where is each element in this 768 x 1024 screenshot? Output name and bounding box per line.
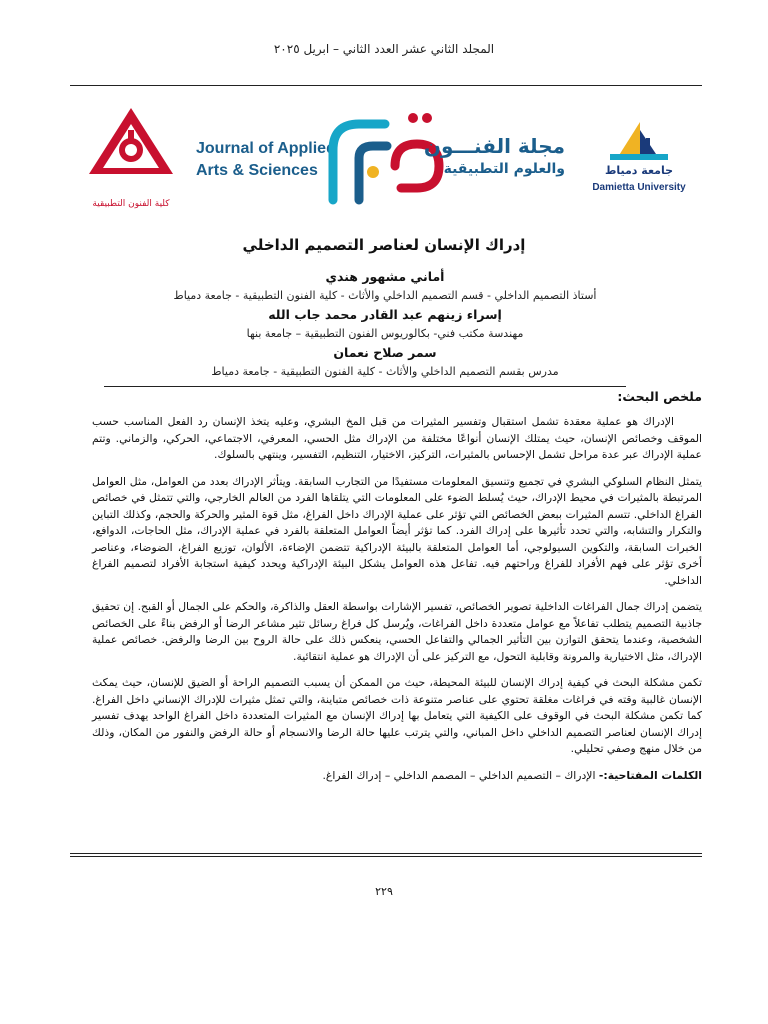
- journal-arabic-title-line2: والعلوم التطبيقية: [443, 161, 565, 177]
- journal-banner: [75, 96, 695, 214]
- running-head: المجلد الثاني عشر العدد الثاني – ابريل ٢٠٢٥: [273, 42, 495, 56]
- abstract-section: [92, 388, 702, 784]
- abstract-paragraph: يتمثل النظام السلوكي البشري في تجميع وتنسيق المعلومات مستفيدًا من التجارب السابقة. ويتأثر الإدراك بعدد من العوامل، مثل العوامل المرتبطة بالمثيرات في محيط الإدراك، حيث يُسلط الضوء على المعلومات التي يتلقاها الفرد من العالم الخارجي، والتي تتمثل في خصائص الفراغ الداخلي. تتسم المثيرات ببعض الخصائص التي تؤثر على عملية الإدراك داخل الفراغ، مثل قوة المثير والحركة والحجم، وكذلك التباين والتكرار والتشابه، والتي تحدد تأثيرها على إدراك الفرد. كما تؤثر أيضاً العوامل المتعلقة بالفرد في عملية الإدراك، مثل الحاجات، الدوافع، الخبرات السابقة، والتكوين السيولوجي، أما العوامل المتعلقة بالبيئة الإدراكية تتضمن الإضاءة، الألوان، توزيع الفراغ، الضوضاء، وعناصر أخرى تؤثر على فهم الأفراد للفراغ وراحتهم فيه. تفاعل هذه العوامل يشكل البيئة الإدراكية ويحدد كيفية استجابة الأفراد لتصميم الفراغ الداخلي.: [92, 474, 702, 587]
- journal-arabic-title-line1: مجلة الفنـــون: [423, 134, 565, 158]
- page-number: ٢٢٩: [375, 885, 393, 898]
- journal-logo-icon: [325, 110, 447, 206]
- journal-english-title-line2: Arts & Sciences: [196, 162, 318, 179]
- author-name: أماني مشهور هندي: [325, 269, 445, 284]
- abstract-heading: ملخص البحث:: [617, 389, 702, 404]
- abstract-paragraph: الإدراك هو عملية معقدة تشمل استقبال وتفسير المثيرات من قبل المخ البشري، وعليه يتخذ الإنسان رد الفعل المناسب حسب الموقف وخصائص الإنسان، حيث يمتلك الإنسان أنواعًا مختلفة من الإدراك مثل الحسي، المعرفي، الاجتماعي، الحركي، والزماني. وتتم عملية الإدراك عبر عدة مراحل تشمل الإحساس بالمثيرات، التركيز، الاختيار، التنظيم، التفسير، وينتهي بالسلوك.: [92, 415, 702, 461]
- journal-english-title-line1: Journal of Applied: [196, 140, 336, 157]
- author-name: سمر صلاح نعمان: [333, 345, 437, 360]
- author-block: [80, 267, 690, 381]
- footer-rule: [70, 853, 702, 854]
- faculty-logo: [85, 104, 177, 209]
- damietta-university-logo: [590, 116, 688, 208]
- faculty-logo-caption: كلية الفنون التطبيقية: [92, 199, 170, 209]
- keywords-list: الإدراك – التصميم الداخلي – المصمم الداخلي – إدراك الفراغ.: [322, 768, 596, 782]
- footer-rule-double: [70, 856, 702, 857]
- abstract-divider: [104, 386, 626, 387]
- abstract-paragraph: تكمن مشكلة البحث في كيفية إدراك الإنسان للبيئة المحيطة، حيث من الممكن أن يسبب التصميم الراحة أو الضيق للإنسان، حيث يمكث الإنسان غالبية وقته في فراغات مغلقة تحتوي على عناصر متنوعة ذات خصائص متباينة، والتي تمثل مثيرات للإدراك الإنساني داخل الفراغ. كما تكمن مشكلة البحث في الوقوف على الكيفية التي يتعامل بها إدراك الإنسان مع المثيرات المتعددة داخل الفراغ الواحد يهدف تفسير إدراك الإنسان لعناصر التصميم الداخلي داخل المباني، والتي يترتب عليها حالة الرضا والانسجام أو حالة الرفض والنفور من المكان، وذلك من خلال منهج وصفي تحليلي.: [92, 676, 702, 755]
- faculty-logo-icon: [85, 104, 177, 186]
- keywords: [92, 768, 702, 784]
- paper-title: إدراك الإنسان لعناصر التصميم الداخلي: [242, 236, 526, 254]
- author-affiliation: مدرس بقسم التصميم الداخلي والأثاث - كلية الفنون التطبيقية - جامعة دمياط: [211, 365, 559, 378]
- header-rule: [70, 85, 702, 86]
- author-name: إسراء زينهم عبد القادر محمد جاب الله: [268, 307, 502, 322]
- abstract-paragraph: يتضمن إدراك جمال الفراغات الداخلية تصوير الخصائص، تفسير الإشارات بواسطة العقل والذاكرة، والحكم على الجمال أو القبح. إن تحقيق جاذبية التصميم يتطلب تفاعلاً مع عوامل متعددة داخل الفراغات، ويُرسل كل فراغ رسائل تثير مشاعر الرضا أو الرفض بناءً على الخصائص الشخصية، وعندما يتحقق التوازن بين التأثير الجمالي والتفاعل الحسي، ينعكس ذلك على حالة الروح بين الرضا والرفض. خصائص عملية الإدراك، مثل الاختيارية والمرونة وقابلية التحول، مع التركيز على أن الإدراك هو عملية انتقائية.: [92, 600, 702, 663]
- author-affiliation: أستاذ التصميم الداخلي - قسم التصميم الداخلي والأثاث - كلية الفنون التطبيقية - جامعة دمياط: [173, 289, 597, 302]
- keywords-label: الكلمات المفتاحية:-: [598, 768, 702, 782]
- journal-english-title: [196, 138, 336, 182]
- university-english-name: Damietta University: [592, 182, 686, 193]
- journal-arabic-title: [423, 134, 565, 180]
- author-affiliation: مهندسة مكتب فني- بكالوريوس الفنون التطبيقية – جامعة بنها: [246, 327, 524, 340]
- university-arabic-name: جامعة دمياط: [604, 164, 674, 177]
- damietta-logo-icon: [590, 116, 688, 164]
